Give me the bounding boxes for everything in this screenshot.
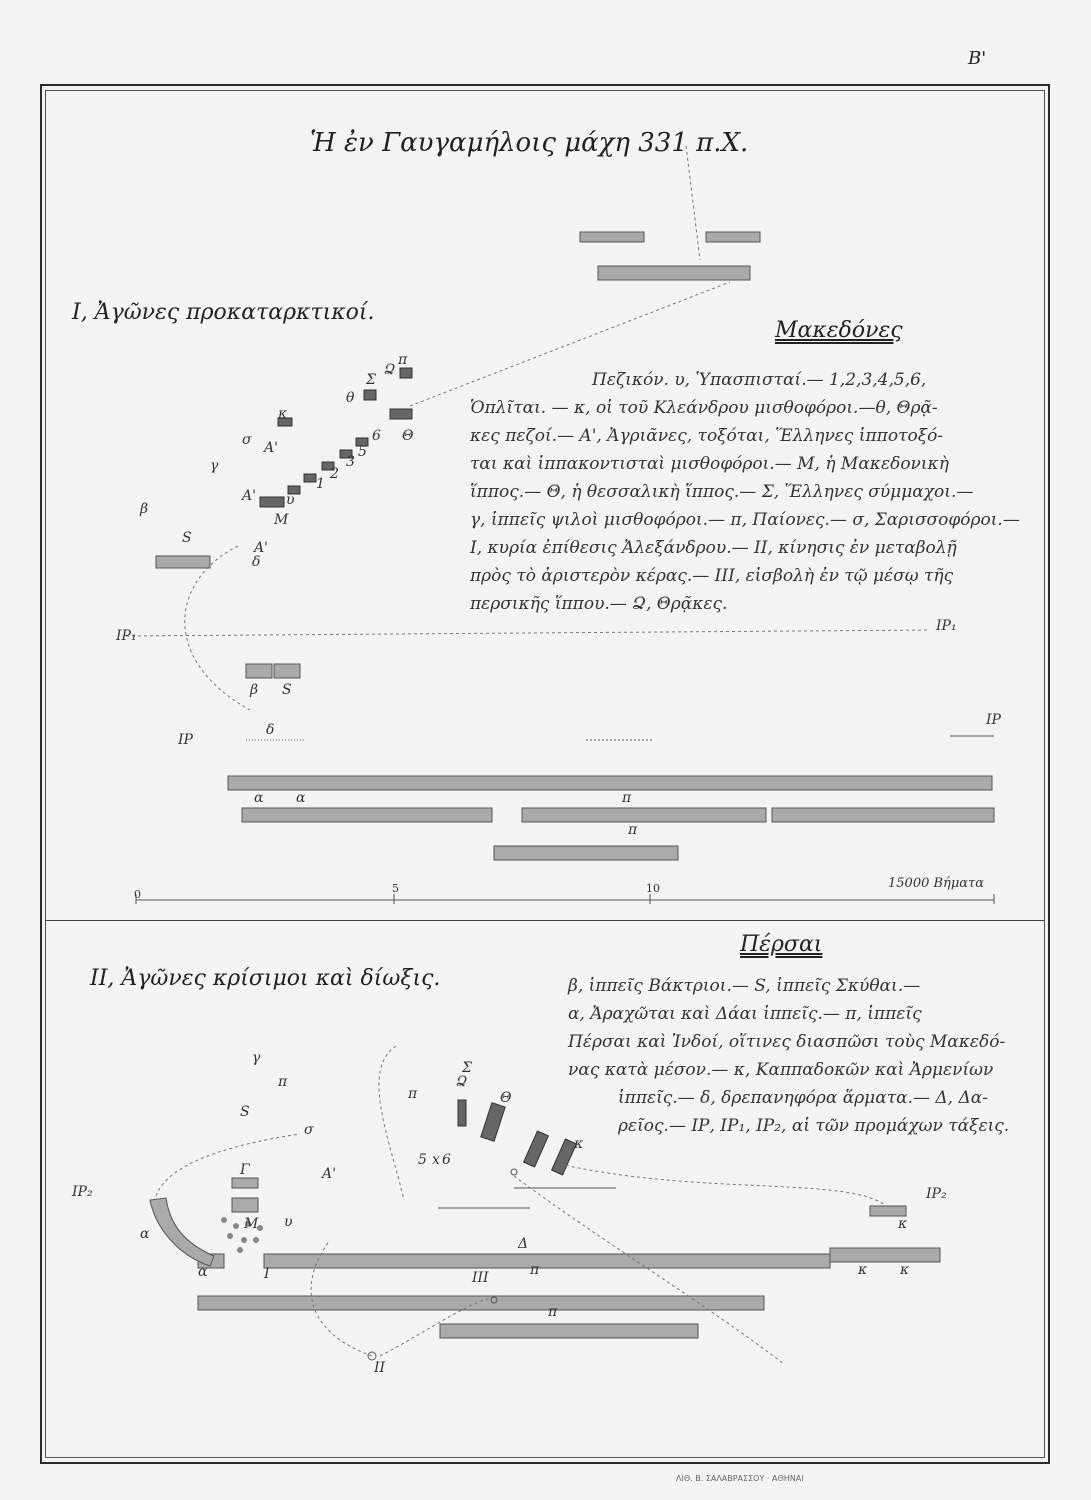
legend-line: Πέρσαι καὶ Ἰνδοί, οἵτινες διασπῶσι τοὺς Μακεδό- [568, 1032, 1006, 1052]
persians-heading: Πέρσαι [740, 932, 823, 957]
label-ip2-right: ΙΡ₂ [926, 1186, 947, 1202]
section-2-heading: ΙΙ, Ἀγῶνες κρίσιμοι καὶ δίωξις. [90, 966, 441, 991]
scale-tick-label: 10 [646, 882, 660, 895]
macedonian-unit [580, 232, 644, 242]
label-number: 5 [418, 1152, 427, 1168]
label-ip1-right: ΙΡ₁ [936, 618, 957, 634]
persian-unit [870, 1206, 906, 1216]
persian-line [522, 808, 766, 822]
label-M: Μ [274, 512, 289, 528]
scale-end-label: 15000 Βήματα [888, 876, 985, 891]
persian-line [772, 808, 994, 822]
persian-line [228, 776, 992, 790]
movement-path [410, 282, 730, 406]
persian-unit [552, 1139, 577, 1175]
macedonian-unit [458, 1100, 466, 1126]
label-number: 3 [346, 454, 355, 470]
label-ip1-left: ΙΡ₁ [116, 628, 137, 644]
label-number: 6 [442, 1152, 451, 1168]
label-theta: Θ [500, 1090, 512, 1106]
label-s: S [240, 1104, 250, 1120]
legend-line: ρεῖος.— ΙΡ, ΙΡ₁, ΙΡ₂, αἱ τῶν προμάχων τάξεις. [618, 1116, 1010, 1136]
persian-line [242, 808, 492, 822]
legend-line: Πεζικόν. υ, Ὑπασπισταί.— 1,2,3,4,5,6, [592, 370, 927, 390]
label-a: α [198, 1264, 208, 1280]
label-k: κ [574, 1136, 584, 1152]
label-gamma: γ [252, 1050, 261, 1066]
legend-line: ται καὶ ἱππακοντισταὶ μισθοφόροι.— Μ, ἡ Μακεδονικὴ [470, 454, 949, 474]
label-thr: Ձ [456, 1074, 468, 1090]
label-u: υ [286, 492, 295, 508]
label-p: π [622, 790, 632, 806]
macedonian-unit [400, 368, 412, 378]
persian-line [198, 1296, 764, 1310]
label-number: 6 [372, 428, 381, 444]
persian-line [264, 1254, 830, 1268]
label-u: υ [284, 1214, 293, 1230]
label-II: ΙΙ [374, 1360, 386, 1376]
label-sigma-small: σ [304, 1122, 314, 1138]
label-p: π [530, 1262, 540, 1278]
label-thr: Ձ [384, 362, 396, 378]
label-k: κ [278, 406, 288, 422]
label-ip-left: ΙΡ [178, 732, 193, 748]
persian-unit [274, 664, 300, 678]
label-sigma-small: σ [242, 432, 252, 448]
label-d: δ [266, 722, 275, 738]
label-A: Α' [322, 1166, 336, 1182]
macedonian-unit [598, 266, 750, 280]
persian-line [494, 846, 678, 860]
label-s: S [182, 530, 192, 546]
persian-unit [524, 1131, 549, 1167]
persian-unit [156, 556, 210, 568]
label-k: κ [900, 1262, 910, 1278]
label-k: κ [858, 1262, 868, 1278]
legend-line: ἱππεῖς.— δ, δρεπανηφόρα ἅρματα.— Δ, Δα- [618, 1088, 988, 1108]
printer-footer: ΛΙΘ. Β. ΣΑΛΑΒΡΑΣΣΟΥ · ΑΘΗΝΑΙ [676, 1474, 804, 1483]
label-d: δ [252, 554, 261, 570]
macedonian-unit [481, 1103, 505, 1142]
label-pi: π [398, 352, 408, 368]
legend-line: Ι, κυρία ἐπίθεσις Ἀλεξάνδρου.— ΙΙ, κίνησις ἐν μεταβολῇ [470, 538, 957, 558]
map-title: Ἡ ἐν Γαυγαμήλοις μάχη 331 π.Χ. [310, 128, 749, 158]
macedonian-unit [706, 232, 760, 242]
label-b: β [140, 501, 149, 517]
label-s: S [282, 682, 292, 698]
section-1-heading: Ι, Ἀγῶνες προκαταρκτικοί. [72, 300, 375, 325]
label-x: x [432, 1152, 440, 1168]
movement-path [560, 1164, 886, 1206]
movement-path [185, 546, 250, 710]
legend-line: α, Ἀραχῶται καὶ Δάαι ἱππεῖς.— π, ἱππεῖς [568, 1004, 922, 1024]
label-b: β [250, 682, 259, 698]
label-p: π [628, 822, 638, 838]
label-M: Μ [244, 1216, 259, 1232]
label-Delta: Δ [518, 1236, 529, 1252]
persian-line [440, 1324, 698, 1338]
label-I: Ι [264, 1266, 270, 1282]
persian-line [830, 1248, 940, 1262]
label-III: ΙΙΙ [472, 1270, 489, 1286]
legend-line: β, ἱππεῖς Βάκτριοι.— S, ἱππεῖς Σκύθαι.— [568, 976, 921, 996]
label-a: α [296, 790, 306, 806]
macedonian-unit [390, 409, 412, 419]
label-G: Γ [240, 1162, 250, 1178]
page-label: Β' [968, 48, 987, 69]
label-gamma: γ [210, 458, 219, 474]
persian-unit [150, 1198, 214, 1266]
legend-line: γ, ἱππεῖς ψιλοὶ μισθοφόροι.— π, Παίονες.— σ, Σαρισσοφόροι.— [470, 510, 1020, 530]
label-number: 2 [330, 466, 339, 482]
label-number: 5 [358, 444, 367, 460]
label-theta: Θ [402, 428, 414, 444]
macedonian-unit [232, 1198, 258, 1212]
ip1-line [126, 630, 930, 636]
legend-line: περσικῆς ἵππου.— Ձ, Θρᾷκες. [470, 594, 728, 614]
legend-line: Ὁπλῖται. — κ, οἱ τοῦ Κλεάνδρου μισθοφόροι.—θ, Θρᾷ- [470, 398, 938, 418]
label-A: Α' [264, 440, 278, 456]
label-a: α [254, 790, 264, 806]
persian-unit [246, 664, 272, 678]
label-p: π [548, 1304, 558, 1320]
legend-line: ἵππος.— Θ, ἡ θεσσαλικὴ ἵππος.— Σ, Ἕλληνες σύμμαχοι.— [470, 482, 974, 502]
label-ip-right: ΙΡ [986, 712, 1001, 728]
movement-path [156, 1134, 300, 1196]
scale-tick-label: 5 [392, 882, 399, 895]
label-ip2-left: ΙΡ₂ [72, 1184, 93, 1200]
movement-path [379, 1046, 404, 1200]
label-sigma: Σ [462, 1060, 472, 1076]
label-k: κ [898, 1216, 908, 1232]
movement-path [686, 146, 700, 260]
label-a: α [140, 1226, 150, 1242]
legend-line: πρὸς τὸ ἀριστερὸν κέρας.— ΙΙΙ, εἰσβολὴ ἐν τῷ μέσῳ τῆς [470, 566, 954, 586]
scale-tick-label: 0 [134, 888, 141, 901]
label-A: Α' [242, 488, 256, 504]
label-sigma: Σ [366, 372, 376, 388]
macedonian-unit [260, 497, 284, 507]
label-pi: π [408, 1086, 418, 1102]
label-pi: π [278, 1074, 288, 1090]
label-theta-small: θ [346, 390, 355, 406]
label-A: Α' [254, 540, 268, 556]
legend-line: νας κατὰ μέσον.— κ, Καππαδοκῶν καὶ Ἀρμενίων [568, 1060, 994, 1080]
label-number: 1 [316, 476, 325, 492]
macedonian-unit [364, 390, 376, 400]
macedonians-heading: Μακεδόνες [775, 318, 903, 343]
macedonian-unit [232, 1178, 258, 1188]
macedonian-unit [304, 474, 316, 482]
legend-line: κες πεζοί.— Α', Ἀγριᾶνες, τοξόται, Ἕλληνες ἱπποτοξό- [470, 426, 944, 446]
